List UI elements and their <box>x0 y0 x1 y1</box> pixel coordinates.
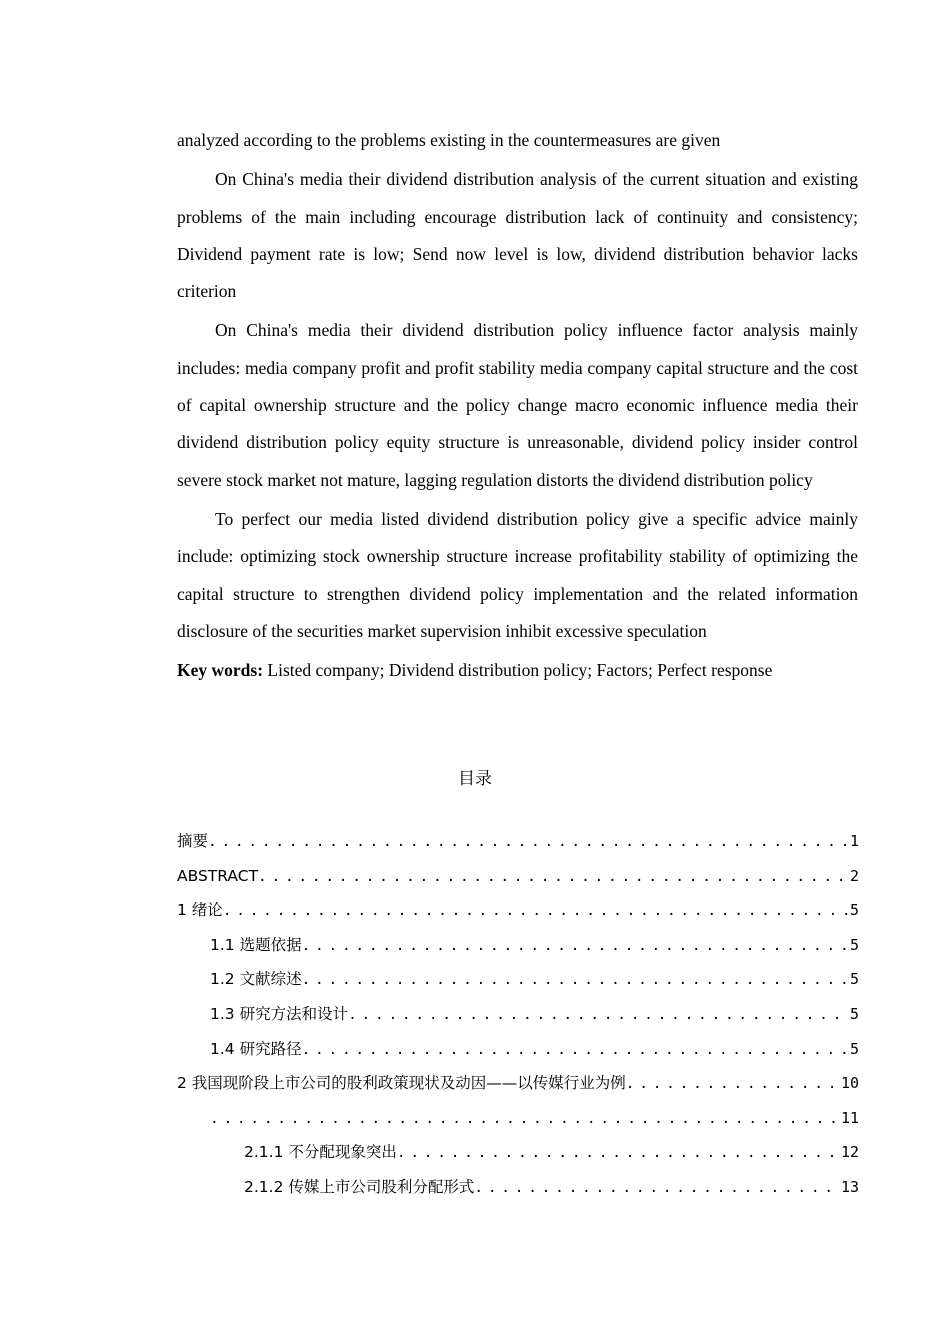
toc-leader-dots <box>626 1069 839 1099</box>
toc-entry-section-1-3[interactable] <box>177 999 859 1034</box>
toc-entry-page: 5 <box>849 901 859 920</box>
toc-entry-label: 1.2 文献综述 <box>210 970 302 989</box>
keywords-line <box>177 652 858 689</box>
toc-leader-dots <box>223 896 848 926</box>
toc-entry-page: 5 <box>849 1039 859 1058</box>
toc-leader-dots <box>397 1138 839 1168</box>
toc-entry-label: 摘要 <box>177 832 209 850</box>
toc-entry-section-1-4[interactable] <box>177 1034 859 1069</box>
keywords-text: Listed company; Dividend distribution policy; Factors; Perfect response <box>263 660 773 681</box>
toc-entry-chapter-2[interactable] <box>177 1068 859 1103</box>
toc-leader-dots <box>302 965 848 995</box>
toc-entry-label: 1.3 研究方法和设计 <box>210 1004 349 1023</box>
toc-entry-section-1-2[interactable] <box>177 964 859 999</box>
toc-entry-chapter-1[interactable] <box>177 895 859 930</box>
abstract-paragraph-2: On China's media their dividend distribution policy influence factor analysis mainly includes: media company profit and profit stability media company capital structure and the cost of capital ownership structure and the policy change macro economic influence media their dividend distribution policy equity structure is unreasonable, dividend policy insider control severe stock market not mature, lagging regulation distorts the dividend distribution policy <box>177 320 858 490</box>
toc-entry-page: 2 <box>849 866 859 885</box>
toc-entry-page: 12 <box>840 1143 859 1162</box>
toc-title: 目录 <box>458 769 492 789</box>
toc-entry-section-1-1[interactable] <box>177 930 859 965</box>
toc-entry-page: 5 <box>849 935 859 954</box>
toc-entry-continuation[interactable] <box>177 1103 859 1138</box>
toc-leader-dots <box>302 931 848 961</box>
toc-entry-page: 5 <box>849 970 859 989</box>
toc-leader-dots <box>208 827 848 857</box>
toc-entry-abstract-cn[interactable] <box>177 826 859 861</box>
abstract-paragraph-1: On China's media their dividend distribution analysis of the current situation and existing problems of the main including encourage distribution lack of continuity and consistency; Dividend payment rate is low; Send now level is low, dividend distribution behavior lacks criterion <box>177 169 858 302</box>
toc-leader-dots <box>210 1104 839 1134</box>
toc-leader-dots <box>258 862 848 892</box>
keywords-label: Key words: <box>177 660 264 681</box>
abstract-paragraph-3: To perfect our media listed dividend distribution policy give a specific advice mainly include: optimizing stock ownership structure increase profitability stability of optimizing the capital structure to strengthen dividend policy implementation and the related information disclosure of the securities market supervision inhibit excessive speculation <box>177 508 858 641</box>
toc-entry-label: ABSTRACT <box>177 866 259 885</box>
toc-entry-label: 2 我国现阶段上市公司的股利政策现状及动因——以传媒行业为例 <box>177 1074 626 1093</box>
toc-entry-label: 2.1.1 不分配现象突出 <box>244 1143 397 1162</box>
toc-entry-page: 1 <box>849 832 859 850</box>
toc-entry-label: 2.1.2 传媒上市公司股利分配形式 <box>244 1177 475 1196</box>
toc-entry-page: 13 <box>840 1177 859 1196</box>
toc-entry-label: 1 绪论 <box>177 901 223 920</box>
toc-entry-page: 10 <box>840 1074 859 1093</box>
toc-entry-page: 5 <box>849 1004 859 1023</box>
toc-leader-dots <box>302 1035 848 1065</box>
toc-leader-dots <box>474 1173 839 1203</box>
toc-entry-section-2-1-1[interactable] <box>177 1137 859 1172</box>
toc-entry-page: 11 <box>840 1108 859 1127</box>
abstract-section <box>177 122 858 689</box>
toc-leader-dots <box>348 1000 848 1030</box>
abstract-continuation-line: analyzed according to the problems existing in the countermeasures are given <box>177 130 721 150</box>
toc-entry-abstract-en[interactable] <box>177 861 859 896</box>
toc-entry-label: 1.1 选题依据 <box>210 935 302 954</box>
table-of-contents <box>177 826 859 1207</box>
toc-entry-section-2-1-2[interactable] <box>177 1172 859 1207</box>
toc-entry-label: 1.4 研究路径 <box>210 1039 302 1058</box>
